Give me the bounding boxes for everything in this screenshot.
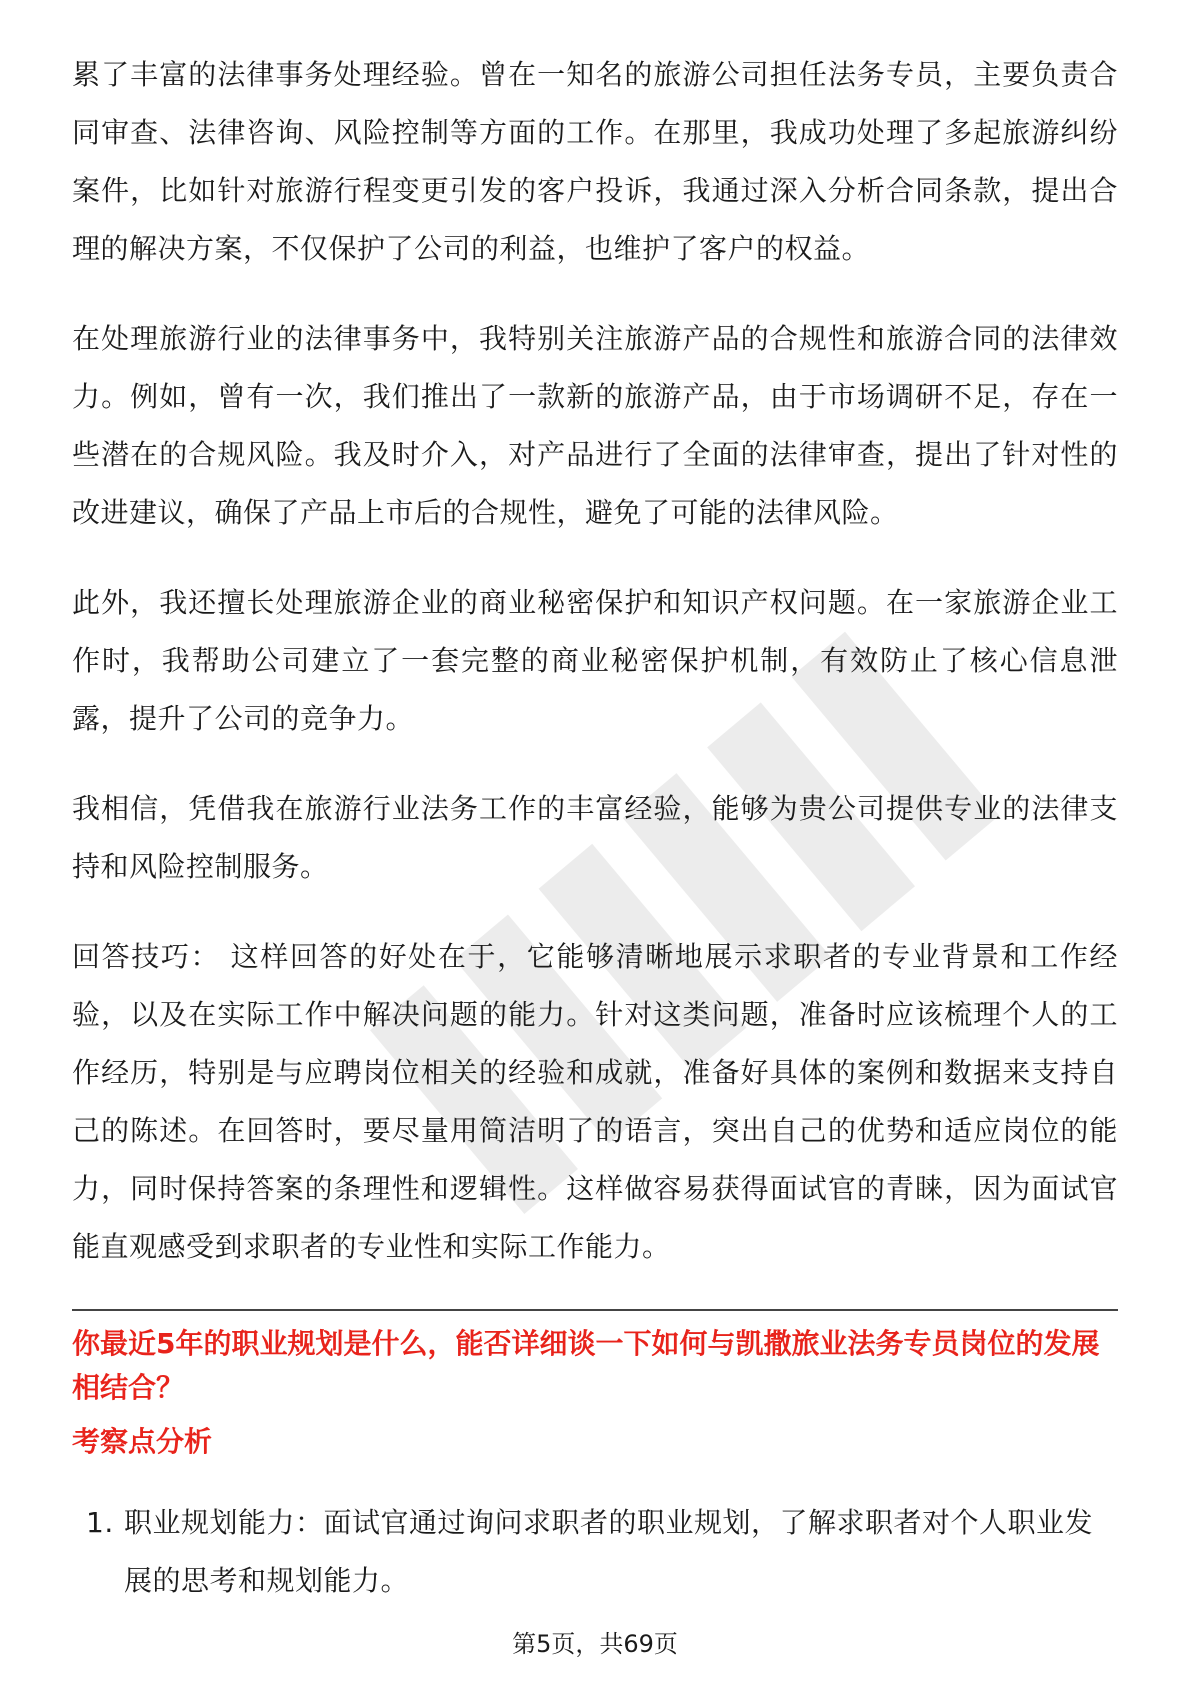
list-item — [72, 1494, 1118, 1610]
answer-tips-paragraph: 回答技巧： 这样回答的好处在于，它能够清晰地展示求职者的专业背景和工作经验，以及在实际工作中解决问题的能力。针对这类问题，准备时应该梳理个人的工作经历，特别是与应聘岗位相关的经验和成就，准备好具体的案例和数据来支持自己的陈述。在回答时，要尽量用简洁明了的语言，突出自己的优势和适应岗位的能力，同时保持答案的条理性和逻辑性。这样做容易获得面试官的青睐，因为面试官能直观感受到求职者的专业性和实际工作能力。 — [72, 940, 1118, 1263]
list-item-number: 1. — [86, 1506, 114, 1539]
interview-question: 你最近5年的职业规划是什么，能否详细谈一下如何与凯撒旅业法务专员岗位的发展相结合？ — [72, 1327, 1100, 1404]
answer-paragraph: 累了丰富的法律事务处理经验。曾在一知名的旅游公司担任法务专员，主要负责合同审查、法律咨询、风险控制等方面的工作。在那里，我成功处理了多起旅游纠纷案件，比如针对旅游行程变更引发的客户投诉，我通过深入分析合同条款，提出合理的解决方案，不仅保护了公司的利益，也维护了客户的权益。 — [72, 58, 1118, 265]
answer-body — [72, 46, 1118, 1308]
page-footer: 第5页，共69页 — [512, 1630, 678, 1658]
analysis-list — [72, 1494, 1118, 1610]
answer-paragraph: 在处理旅游行业的法律事务中，我特别关注旅游产品的合规性和旅游合同的法律效力。例如，曾有一次，我们推出了一款新的旅游产品，由于市场调研不足，存在一些潜在的合规风险。我及时介入，对产品进行了全面的法律审查，提出了针对性的改进建议，确保了产品上市后的合规性，避免了可能的法律风险。 — [72, 322, 1118, 529]
answer-paragraph: 我相信，凭借我在旅游行业法务工作的丰富经验，能够为贵公司提供专业的法律支持和风险控制服务。 — [72, 792, 1118, 883]
answer-paragraph: 此外，我还擅长处理旅游企业的商业秘密保护和知识产权问题。在一家旅游企业工作时，我帮助公司建立了一套完整的商业秘密保护机制，有效防止了核心信息泄露，提升了公司的竞争力。 — [72, 586, 1118, 735]
section-divider — [72, 1309, 1118, 1311]
analysis-heading: 考察点分析 — [72, 1425, 213, 1458]
list-item-text: 职业规划能力：面试官通过询问求职者的职业规划，了解求职者对个人职业发展的思考和规划能力。 — [124, 1506, 1094, 1597]
